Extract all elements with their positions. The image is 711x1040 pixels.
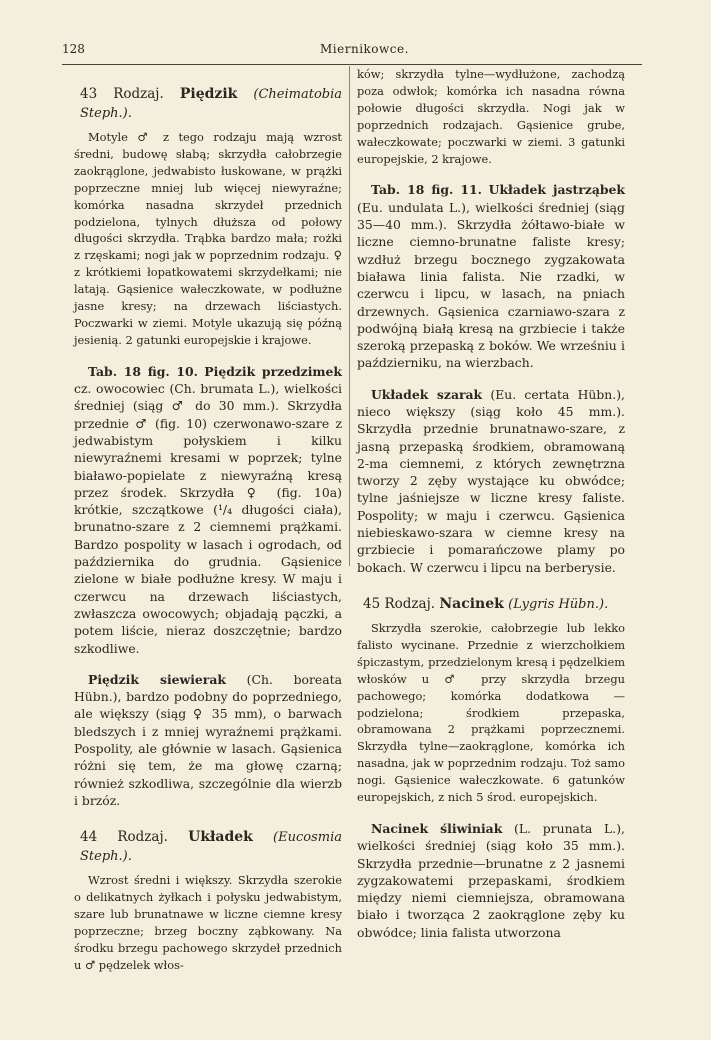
- species-entry-undulata: [357, 181, 625, 371]
- species-text: (L. prunata L.), wielkości średniej (siąg koło 35 mm.). Skrzydła przednie—brunatne z 2 jasnemi zygzakowatemi przepaskami, środkiem między niemi ciemniejsza, obramowana biało i tworząca 2 zaokrąglone zęby ku obwódce; linia falista utworzona: [357, 820, 625, 940]
- genus-description-45: Skrzydła szerokie, całobrzegie lub lekko falisto wycinane. Przednie z wierzchołkiem śpiczastym, przedzielonym kresą i pędzelkiem włosków u ♂ przy skrzydła brzegu pachowego; komórka dodatkowa — podzielona; środkiem przepaska, obramowana 2 prążkami poprzecznemi. Skrzydła tylne—zaokrąglone, komórka ich nasadna, jak w poprzednim rodzaju. Toż samo nogi. Gąsienice wałeczkowate. 6 gatunków europejskich, z nich 5 środ. europejskich.: [357, 620, 625, 805]
- left-column: [74, 66, 342, 974]
- species-text: cz. owocowiec (Ch. brumata L.), wielkości średniej (siąg ♂ do 30 mm.). Skrzydła przednie ♂ (fig. 10) czerwonawo-szare z jedwabistym połyskiem i kilku niewyraźnemi kresami w poprzek; tylne białawo-popielate z niewyraźną kresą przez środek. Skrzydła ♀ (fig. 10a) krótkie, szczątkowe (¹/₄ długości ciała), brunatno-szare z 2 ciemnemi prążkami. Bardzo pospolity w lasach i ogrodach, od października do grudnia. Gąsienice zielone w białe podłużne kresy. W maju i czerwcu na drzewach liściastych, zwłaszcza owocowych; objadają pączki, a potem liście, nieraz doszczętnie; bardzo szkodliwe.: [74, 381, 342, 656]
- column-divider: [349, 66, 350, 566]
- genus-name: Piędzik: [179, 86, 238, 102]
- page-number: 128: [62, 42, 85, 56]
- genus-description-44-continued: ków; skrzydła tylne—wydłużone, zachodzą poza odwłok; komórka ich nasadna równa połowie długości skrzydła. Nogi jak w poprzednich rodzajach. Gąsienice grube, wałeczkowate; poczwarki w ziemi. 3 gatunki europejskie, 2 krajowe.: [357, 67, 625, 166]
- species-plate-ref: Tab. 18 fig. 10.: [88, 363, 198, 379]
- right-column: [357, 66, 625, 941]
- genus-number: 44 Rodzaj.: [80, 829, 168, 846]
- species-name: Układek jastrząbek: [488, 182, 625, 198]
- genus-heading-43: [74, 85, 342, 123]
- species-name: Piędzik siewierak: [88, 671, 226, 687]
- page-header: [62, 42, 642, 60]
- species-entry-boreata: [74, 671, 342, 809]
- genus-number: 43 Rodzaj.: [80, 86, 164, 102]
- species-entry-certata: [357, 386, 625, 576]
- running-title: Miernikowce.: [320, 42, 409, 56]
- genus-latin: (Cheimatobia Steph.).: [80, 87, 343, 121]
- species-entry-prunata: [357, 820, 625, 941]
- genus-description-43: Motyle ♂ z tego rodzaju mają wzrost średni, budowę słabą; skrzydła całobrzegie zaokrąglone, jedwabisto łuskowane, w prążki poprzeczne mniej lub więcej niewyraźne; komórka nasadna skrzydeł przednich podzielona, tylnych dłuższa od połowy długości skrzydła. Trąbka bardzo mała; rożki z rzęskami; nogi jak w poprzednim rodzaju. ♀ z krótkiemi łopatkowatemi skrzydełkami; nie latają. Gąsienice wałeczkowate, w podłużne jasne kresy; na drzewach liściastych. Poczwarki w ziemi. Motyle ukazują się późną jesienią. 2 gatunki europejskie i krajowe.: [74, 130, 342, 347]
- genus-description-44: Wzrost średni i większy. Skrzydła szerokie o delikatnych żyłkach i połysku jedwabistym, szare lub brunatnawe w liczne ciemne kresy poprzeczne; brzeg boczny ząbkowany. Na środku brzegu pachowego skrzydeł przednich u ♂ pędzelek włos-: [74, 873, 342, 972]
- genus-name: Nacinek: [439, 595, 504, 612]
- species-text: (Eu. certata Hübn.), nieco większy (siąg koło 45 mm.). Skrzydła przednie brunatnawo-szare, z jasną przepaską środkiem, obramowaną 2-ma ciemnemi, z których zewnętrzna tworzy 2 zęby wystające ku obwódce; tylne jaśniejsze w liczne kresy faliste. Pospolity; w maju i czerwcu. Gąsienica niebieskawo-szara w ciemne kresy na grzbiecie i pomarańczowe plamy po bokach. W czerwcu i lipcu na berberysie.: [357, 386, 625, 575]
- genus-name: Układek: [188, 829, 253, 846]
- header-rule: [62, 64, 642, 65]
- genus-latin: (Eucosmia Steph.).: [80, 830, 342, 865]
- species-text: (Ch. boreata Hübn.), bardzo podobny do poprzedniego, ale większy (siąg ♀ 35 mm), o barwach bledszych i z mniej wyraźnemi prążkami. Pospolity, ale głównie w lasach. Gąsienica różni się tem, że ma głowę czarną; również szkodliwa, szczególnie dla wierzb i brzóz.: [74, 671, 342, 808]
- genus-latin: (Lygris Hübn.).: [508, 596, 609, 612]
- species-entry-brumata: [74, 363, 342, 657]
- species-name: Nacinek śliwiniak: [371, 820, 503, 836]
- genus-heading-44: [74, 828, 342, 866]
- species-name: Piędzik przedzimek: [204, 363, 342, 379]
- species-text: (Eu. undulata L.), wielkości średniej (siąg 35—40 mm.). Skrzydła żółtawo-białe w liczne ciemno-brunatne faliste kresy; wzdłuż brzegu bocznego zygzakowata biaława linia falista. Nie rzadki, w czerwcu i lipcu, w lasach, na pniach drzewnych. Gąsienica czarniawo-szara z podwójną białą kresą na grzbiecie i także szeroką przepaską z boków. We wrześniu i październiku, na wierzbach.: [357, 199, 625, 371]
- species-plate-ref: Tab. 18 fig. 11.: [371, 182, 482, 198]
- genus-number: 45 Rodzaj.: [363, 595, 436, 612]
- species-name: Układek szarak: [371, 386, 483, 402]
- genus-heading-45: [357, 595, 625, 614]
